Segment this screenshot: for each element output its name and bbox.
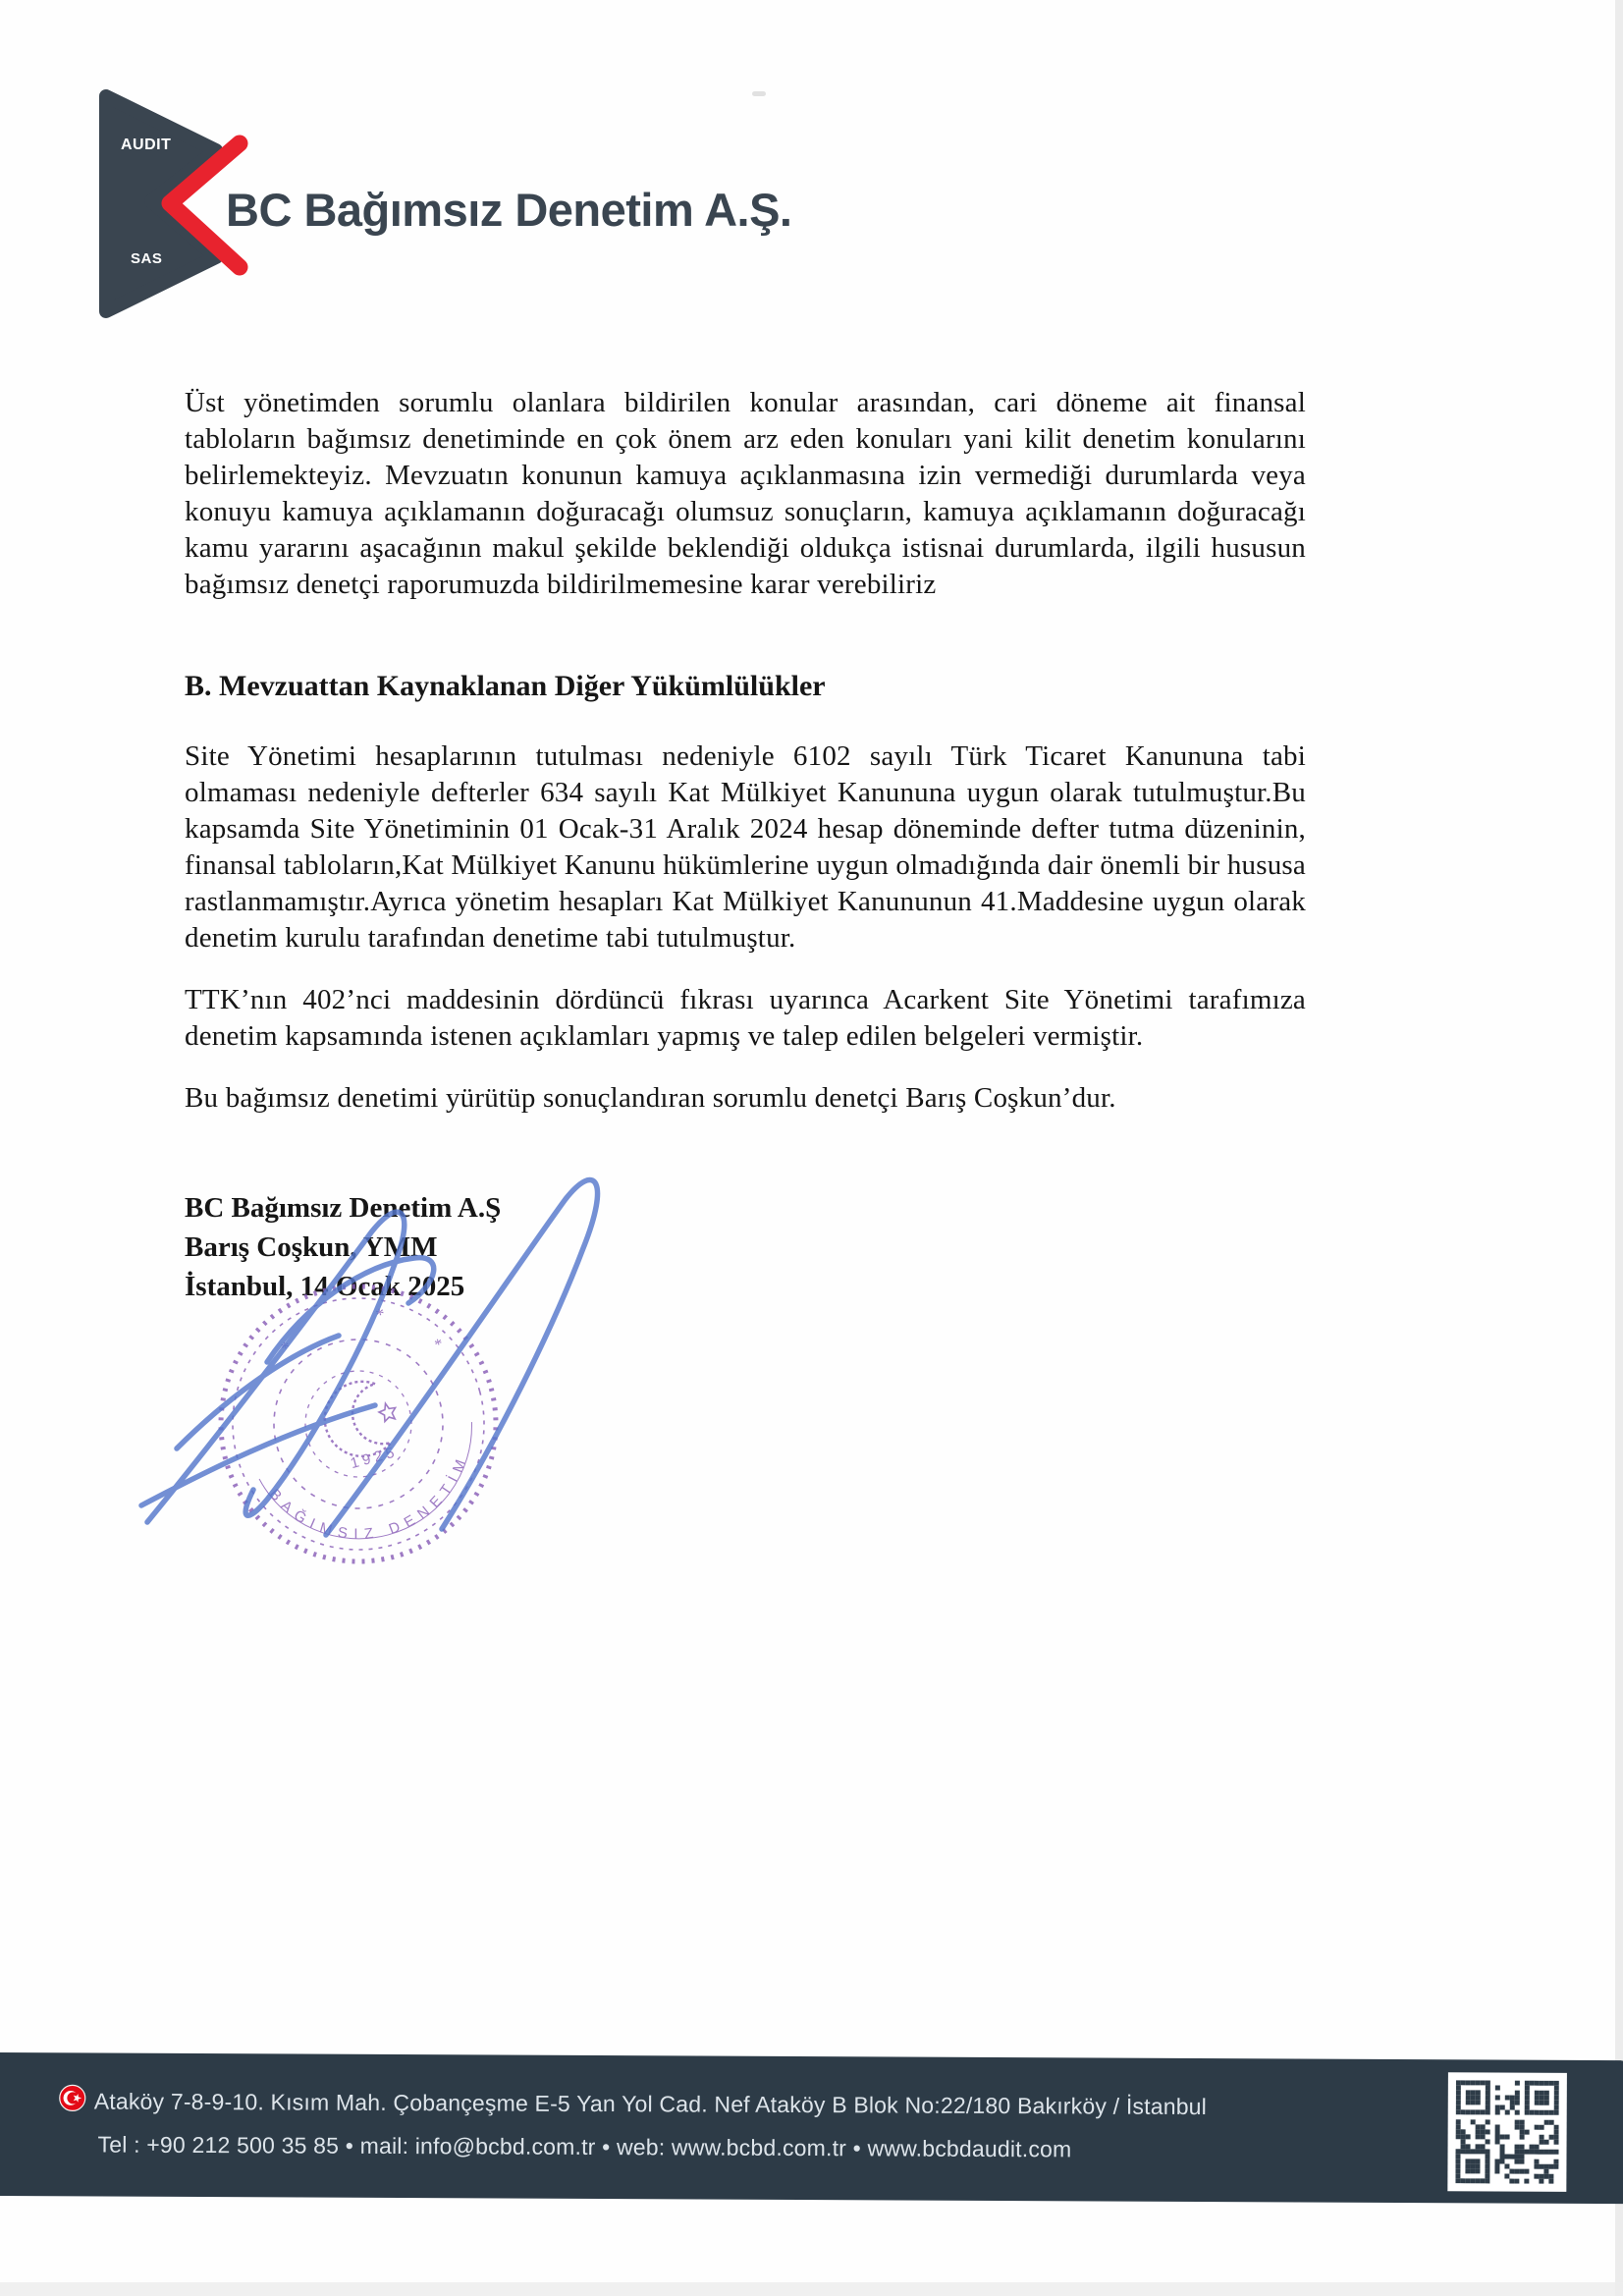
stamp-asterisk-3: * [432, 1336, 446, 1354]
stamp-year: 1925 [349, 1443, 401, 1473]
qr-code-modules [1455, 2080, 1559, 2189]
footer-contact-line: Tel : +90 212 500 35 85 • mail: info@bcbd.com.tr • web: www.bcbd.com.tr • www.bcbdaudit.com [97, 2131, 1072, 2162]
section-heading-b: B. Mevzuattan Kaynaklanan Diğer Yükümlülükler [185, 670, 826, 702]
signatory-name: Barış Coşkun, YMM [185, 1231, 438, 1263]
paragraph-regulatory-obligations: Site Yönetimi hesaplarının tutulması nedeniyle 6102 sayılı Türk Ticaret Kanununa tabi olmaması nedeniyle defterler 634 sayılı Kat Mülkiyet Kanununa uygun olarak tutulmuştur.Bu kapsamda Site Yönetiminin 01 Ocak-31 Aralık 2024 hesap döneminde defter tutma düzeninin, finansal tabloların,Kat Mülkiyet Kanunu hükümlerine uygun olmadığında dair önemli bir hususa rastlanmamıştır.Ayrıca yönetim hesapları Kat Mülkiyet Kanununun 41.Maddesine uygun olarak denetim kurulu tarafından denetime tabi tutulmuştur. [185, 740, 1306, 954]
footer [0, 2052, 1623, 2204]
stamp-asterisk-1: * [278, 1337, 293, 1359]
turkish-flag-icon [59, 2084, 86, 2111]
footer-address: Ataköy 7-8-9-10. Kısım Mah. Çobançeşme E-5 Yan Yol Cad. Nef Ataköy B Blok No:22/180 Bakırköy / İstanbul [93, 2088, 1208, 2120]
signature-place-date: İstanbul, 14 Ocak 2025 [185, 1271, 465, 1302]
logo-triangles-icon [106, 96, 216, 311]
stamp-star-icon [377, 1401, 398, 1422]
company-logo [69, 79, 854, 334]
stamp-asterisk-2: * [373, 1303, 388, 1326]
stamp-ring-text: BAĞIMSIZ DENETİM [265, 1450, 472, 1544]
scan-speck [752, 91, 766, 96]
logo-company-name: BC Bağımsız Denetim A.Ş. [226, 184, 792, 236]
scan-edge-bottom [0, 2282, 1623, 2296]
logo-sas-label: SAS [131, 250, 163, 267]
qr-code [1447, 2072, 1567, 2192]
paragraph-key-audit-matters: Üst yönetimden sorumlu olanlara bildirilen konular arasından, cari döneme ait finansal tabloların bağımsız denetiminde en çok önem arz eden konuları yani kilit denetim konularını belirlemekteyiz. Mevzuatın konunun kamuya açıklanmasına izin vermediği durumlarda veya konuyu kamuya açıklamanın doğuracağı olumsuz sonuçların, kamuya açıklamanın doğuracağı kamu yararını aşacağının makul şekilde beklendiği oldukça istisnai durumlarda, ilgili hususun bağımsız denetçi raporumuzda bildirilmemesine karar verebiliriz [185, 387, 1306, 600]
signatory-company: BC Bağımsız Denetim A.Ş [185, 1192, 502, 1224]
paragraph-responsible-auditor: Bu bağımsız denetimi yürütüp sonuçlandıran sorumlu denetçi Barış Coşkun’dur. [185, 1082, 1116, 1114]
logo-audit-label: AUDIT [121, 137, 172, 153]
paragraph-ttk-402: TTK’nın 402’nci maddesinin dördüncü fıkrası uyarınca Acarkent Site Yönetimi tarafımıza denetim kapsamında istenen açıklamları yapmış ve talep edilen belgeleri vermiştir. [185, 984, 1306, 1052]
company-stamp [209, 1275, 508, 1573]
scan-edge-right [1615, 0, 1623, 2296]
